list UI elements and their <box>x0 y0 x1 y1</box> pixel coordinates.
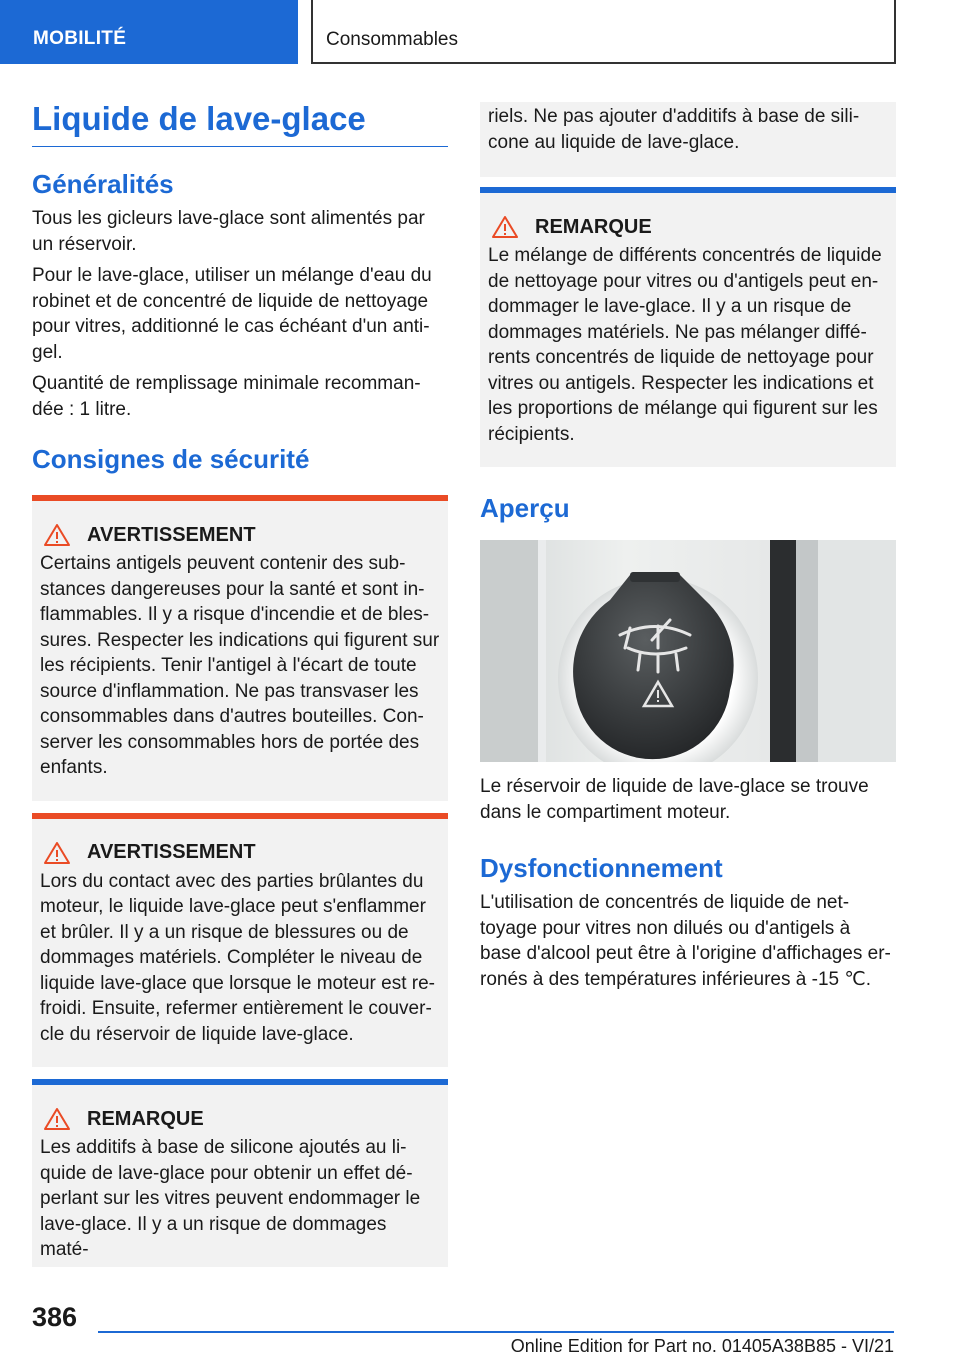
warning-triangle-icon <box>491 215 519 239</box>
note-title: REMARQUE <box>87 1107 204 1130</box>
heading-dysfonctionnement: Dysfonctionnement <box>480 853 723 883</box>
note-text: riels. Ne pas ajouter d'additifs à base de sili-cone au liquide de lave-glace. <box>488 106 860 153</box>
note-box <box>480 187 896 467</box>
heading-consignes: Consignes de sécurité <box>32 444 310 474</box>
note-box <box>32 1079 448 1267</box>
paragraph: Tous les gicleurs lave-glace sont alimentés par un réservoir. <box>32 208 425 255</box>
heading-generalites: Généralités <box>32 169 174 199</box>
warning-triangle-icon <box>43 523 71 547</box>
footer-edition: Online Edition for Part no. 01405A38B85 - VI/21 <box>510 1336 894 1356</box>
warning-title: AVERTISSEMENT <box>87 841 256 863</box>
paragraph: Quantité de remplissage minimale recomman-dée : 1 litre. <box>32 373 421 420</box>
section-label: MOBILITÉ <box>33 28 127 49</box>
note-box-continued <box>480 102 896 177</box>
footer-divider <box>98 1331 894 1333</box>
paragraph: L'utilisation de concentrés de liquide de net-toyage pour vitres non dilués ou d'antigels à base d'alcool peut être à l'origine d'affichages er-ronés à des températures inférieures à -15 ℃. <box>480 892 891 990</box>
chapter-label: Consommables <box>326 29 458 50</box>
washer-reservoir-photo <box>480 540 896 762</box>
page-number: 386 <box>32 1302 78 1332</box>
warning-box <box>32 813 448 1068</box>
note-title: REMARQUE <box>535 215 652 238</box>
right-column <box>480 102 896 998</box>
paragraph: Pour le lave-glace, utiliser un mélange d'eau du robinet et de concentré de liquide de nettoyage pour vitres, additionné le cas échéant d'un anti-gel. <box>32 265 432 363</box>
note-text: Le mélange de différents concentrés de liquide de nettoyage pour vitres ou d'antigels peut en-dommager le lave-glace. Il y a un risque de dommages matériels. Ne pas mélanger diffé-rents concentrés de liquide de nettoyage pour vitres ou antigels. Respecter les indications et les proportions de mélange qui figurent sur les récipients. <box>488 245 882 445</box>
warning-triangle-icon <box>43 1107 71 1131</box>
warning-text: Certains antigels peuvent contenir des sub-stances dangereuses pour la santé et sont in-flammables. Il y a risque d'incendie et de bles-sures. Respecter les indications qui figurent sur les récipients. Tenir l'antigel à l'écart de toute source d'inflammation. Ne pas transvaser les consommables dans d'autres bouteilles. Con-server les consommables hors de portée des enfants. <box>40 553 440 778</box>
chapter-tab[interactable] <box>311 0 896 64</box>
photo-caption: Le réservoir de liquide de lave-glace se trouve dans le compartiment moteur. <box>480 776 869 823</box>
warning-title: AVERTISSEMENT <box>87 523 256 546</box>
heading-apercu: Aperçu <box>480 493 570 523</box>
warning-triangle-icon <box>43 841 71 865</box>
page-title: Liquide de lave-glace <box>32 100 448 147</box>
left-column <box>32 100 448 1267</box>
section-tab[interactable] <box>0 0 298 64</box>
note-text: Les additifs à base de silicone ajoutés au li-quide de lave-glace pour obtenir un effet dé-perlant sur les vitres peuvent endommager le lave-glace. Il y a un risque de dommages maté- <box>40 1137 421 1260</box>
warning-text: Lors du contact avec des parties brûlantes du moteur, le liquide lave-glace peut s'enflammer et brûler. Il y a un risque de blessures ou de dommages matériels. Compléter le niveau de liquide lave-glace que lorsque le moteur est re-froidi. Ensuite, refermer entièrement le couver-cle du réservoir de liquide lave-glace. <box>40 870 435 1045</box>
warning-box <box>32 495 448 801</box>
